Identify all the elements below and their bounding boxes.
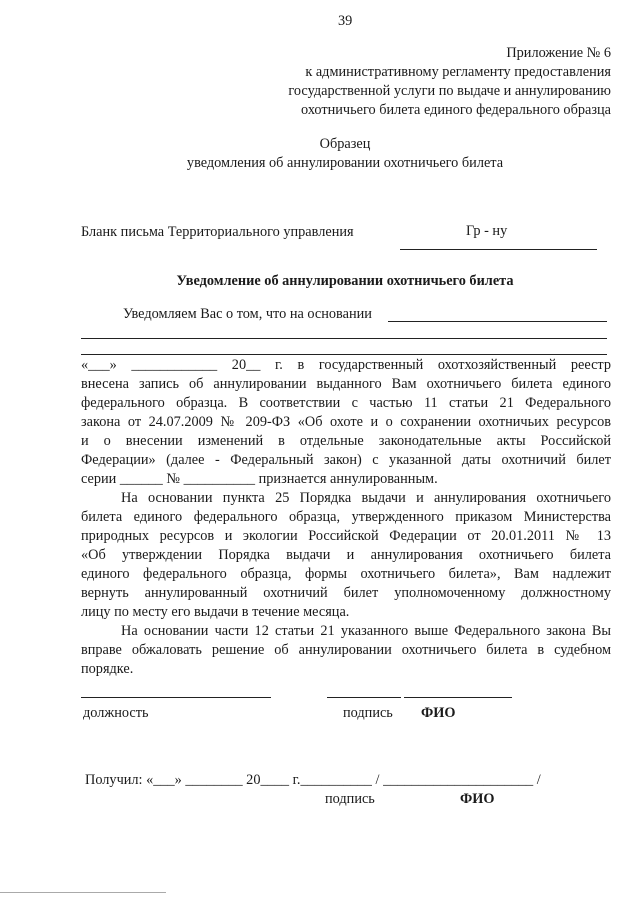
paragraph-2-line-5: единого федерального образца, формы охотничьего билета», Вам надлежит	[81, 566, 611, 582]
page-number: 39	[338, 13, 353, 29]
paragraph-2-line-1: На основании пункта 25 Порядка выдачи и аннулирования охотничьего	[121, 490, 611, 506]
paragraph-1-line-4: закона от 24.07.2009 № 209-ФЗ «Об охоте и о сохранении охотничьих ресурсов	[81, 414, 611, 430]
paragraph-1-line-5: и о внесении изменений в отдельные законодательные акты Российской	[81, 433, 611, 449]
appendix-line-3: государственной услуги по выдаче и аннулированию	[288, 83, 611, 99]
scan-footer-mark	[0, 892, 166, 893]
sample-subheading: уведомления об аннулировании охотничьего билета	[186, 155, 504, 171]
received-line: Получил: «___» ________ 20____ г.__________ / _____________________ /	[85, 772, 541, 788]
intro-text: Уведомляем Вас о том, что на основании	[123, 306, 372, 322]
notice-title: Уведомление об аннулировании охотничьего билета	[176, 273, 514, 289]
addressee-label: Гр - ну	[466, 223, 508, 239]
paragraph-1-line-3: федерального образца. В соответствии с частью 11 статьи 21 Федерального	[81, 395, 611, 411]
paragraph-1-line-1: «___» ____________ 20__ г. в государственный охотхозяйственный реестр	[81, 357, 611, 373]
position-line	[81, 697, 271, 698]
blank-line-2	[81, 354, 607, 355]
signature-line	[327, 697, 401, 698]
paragraph-2-line-2: билета единого федерального образца, утвержденного приказом Министерства	[81, 509, 611, 525]
letterhead-label: Бланк письма Территориального управления	[81, 224, 354, 240]
paragraph-2-line-4: «Об утверждении Порядка выдачи и аннулирования охотничьего билета	[81, 547, 611, 563]
paragraph-1-line-7: серии ______ № __________ признается аннулированным.	[81, 471, 438, 487]
paragraph-2-line-3: природных ресурсов и экологии Российской Федерации от 20.01.2011 № 13	[81, 528, 611, 544]
addressee-line	[400, 249, 597, 250]
appendix-line-2: к административному регламенту предоставления	[305, 64, 611, 80]
paragraph-3-line-2: вправе обжаловать решение об аннулировании охотничьего билета в судебном	[81, 642, 611, 658]
paragraph-3-line-3: порядке.	[81, 661, 134, 677]
paragraph-1-line-2: внесена запись об аннулировании выданного Вам охотничьего билета единого	[81, 376, 611, 392]
paragraph-2-line-6: вернуть аннулированный охотничий билет уполномоченному должностному	[81, 585, 611, 601]
paragraph-2-line-7: лицу по месту его выдачи в течение месяца.	[81, 604, 350, 620]
appendix-line-4: охотничьего билета единого федерального образца	[301, 102, 611, 118]
blank-line-1	[81, 338, 607, 339]
position-caption: должность	[83, 705, 149, 721]
received-signature-caption: подпись	[325, 791, 375, 807]
received-name-caption: ФИО	[460, 791, 495, 807]
name-caption: ФИО	[421, 705, 456, 721]
signature-caption: подпись	[343, 705, 393, 721]
appendix-number: Приложение № 6	[506, 45, 611, 61]
sample-heading: Образец	[319, 136, 371, 152]
paragraph-3-line-1: На основании части 12 статьи 21 указанного выше Федерального закона Вы	[121, 623, 611, 639]
intro-blank-line	[388, 321, 607, 322]
name-line	[404, 697, 512, 698]
paragraph-1-line-6: Федерации» (далее - Федеральный закон) с указанной даты охотничий билет	[81, 452, 611, 468]
